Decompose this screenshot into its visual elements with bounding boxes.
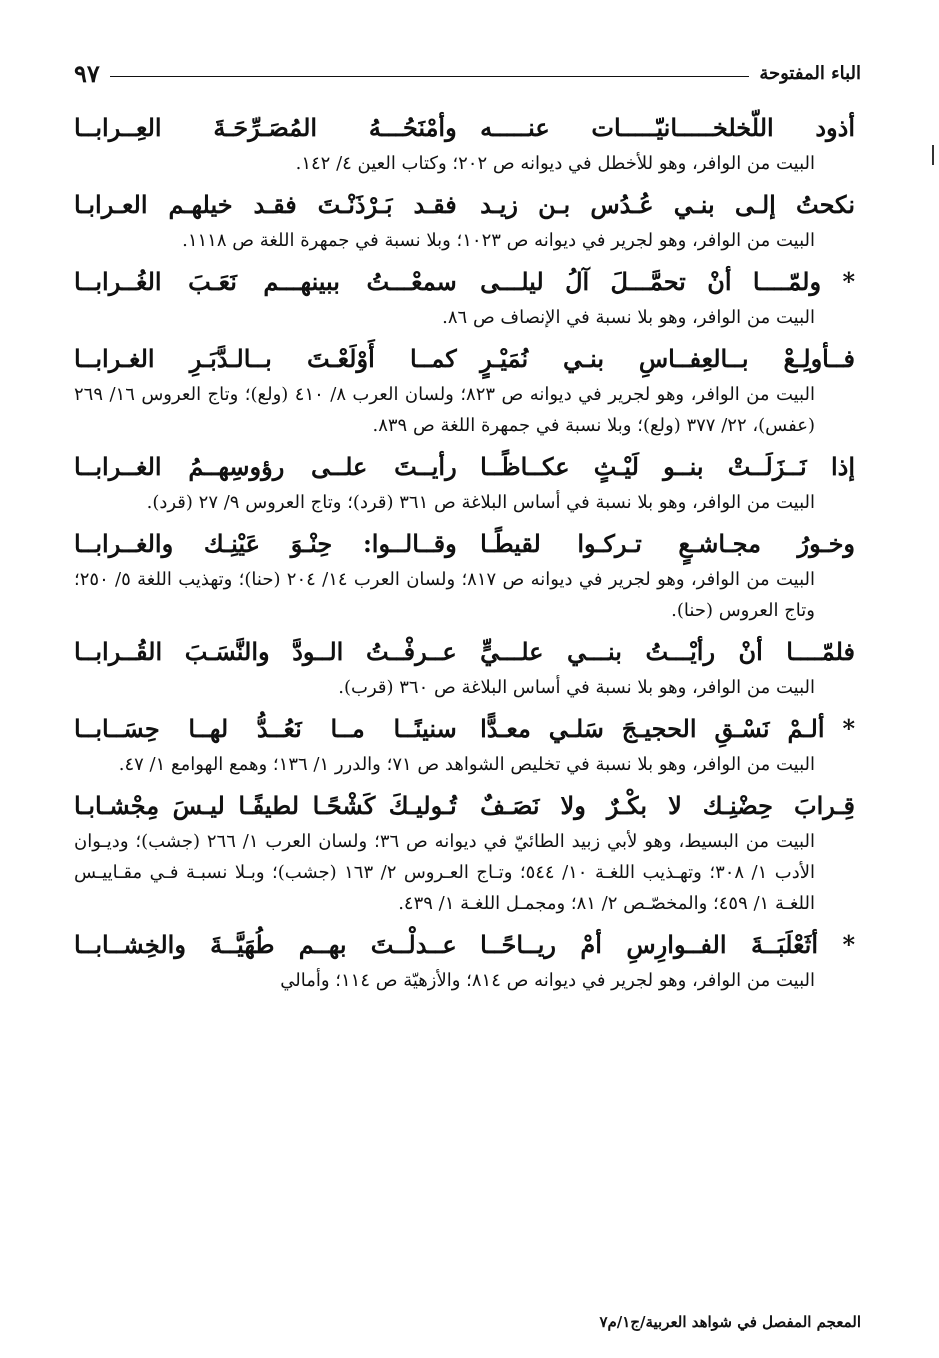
source-note: البيت من الوافر، وهو لجرير في ديوانه ص ٨٢٣؛ ولسان العرب ٨/ ٤١٠ (ولع)؛ وتاج العروس ١٦/ ٢٦٩ (عفس)، ٢٢/ ٣٧٧ (ولع)؛ وبلا نسبة في جمهرة اللغة ص ٨٣٩. [74,384,815,436]
verse-line [74,709,855,749]
margin-mark [932,145,934,165]
second-hemistich: فقـد بَـرْذَنْـتَ فقـد خيلهـم العـرابـا [74,190,457,219]
verse-line [74,339,855,379]
first-hemistich: إذا نَــزَلَــتْ بنــو لَيْـثٍ عكــاظًــا [480,452,855,481]
second-hemistich: كمــا أَوْلَعْـتَ بــالـدَّبَـرِ الغـرابــا [74,344,457,373]
entry-1 [74,108,855,179]
first-hemistich: نكحتُ إلـى بنـي عُـدُس بـن زيـد [480,190,855,219]
verse-line [74,524,855,564]
page-footer: المعجم المفصل في شواهد العربية/ج١/م٧ [599,1313,861,1331]
page-header [74,55,861,91]
first-hemistich: * ألـمْ نَسْـقِ الحجيـجَ سَلـي معـدًّا [480,714,855,743]
first-hemistich: وخـورُ مجـاشـعٍ تـركـوا لقيطًـا [480,529,855,558]
source-note: البيت من الوافر، وهو بلا نسبة في الإنصاف ص ٨٦. [442,307,815,328]
source-note: البيت من الوافر، وهو بلا نسبة في أساس البلاغة ص ٣٦٠ (قرب). [338,677,815,698]
entry-3 [74,262,855,333]
first-hemistich: أذود اللّخلخـــــانيّـــــات عنـــــه [480,113,855,142]
source-note: البيت من الوافر، وهو بلا نسبة في تخليص الشواهد ص ٧١؛ والدرر ١/ ١٣٦؛ وهمع الهوامع ١/ ٤٧. [118,754,815,775]
verse-line [74,925,855,965]
first-hemistich: فــأولِـعْ بــالعِفــاسِ بنـي نُمَيْـرٍ [480,344,855,373]
header-rule [110,76,750,77]
second-hemistich: رأيــتَ علــى رؤوسِهــمُ الغــرابــا [74,452,457,481]
first-hemistich: * أثَعْلَبَــةَ الفــوارِسِ أمْ ريــاحًــا [480,930,855,959]
entry-7 [74,632,855,703]
first-hemistich: قِـرابَ حِضْنِـك لا بكْـرٌ ولا نَصَـفٌ [480,791,855,820]
source-note: البيت من الوافر، وهو للأخطل في ديوانه ص ٢٠٢؛ وكتاب العين ٤/ ١٤٢. [295,153,815,174]
source-note: البيت من الوافر، وهو لجرير في ديوانه ص ٨١٤؛ والأزهيّة ص ١١٤؛ وأمالي [280,970,815,991]
second-hemistich: عــرفْــتُ الــودَّ والنَّسَـبَ القُــرابــا [74,637,457,666]
page-body [74,108,855,1002]
verse-line [74,108,855,148]
entry-5 [74,447,855,518]
entry-2 [74,185,855,256]
entry-6 [74,524,855,626]
page-number: ٩٧ [74,58,100,88]
verse-line [74,632,855,672]
second-hemistich: سنينًــا مــا نَعُــدُّ لهــا حِسَــابــا [74,714,457,743]
entry-8 [74,709,855,780]
entry-9 [74,786,855,919]
source-note: البيت من الوافر، وهو لجرير في ديوانه ص ١٠٢٣؛ وبلا نسبة في جمهرة اللغة ص ١١١٨. [182,230,815,251]
second-hemistich: عــدلْــتَ بهــم طُهَيَّــةَ والخِشــابــا [74,930,457,959]
verse-line [74,185,855,225]
first-hemistich: فلمّــــا أنْ رأيْـــتُ بنـــي علـــيٍّ [480,637,855,666]
second-hemistich: سمعْـــتُ ببينهـــم نَعَـبَ الغُــرابــا [74,267,457,296]
running-title: الباء المفتوحة [759,62,861,84]
source-note: البيت من الوافر، وهو بلا نسبة في أساس البلاغة ص ٣٦١ (قرد)؛ وتاج العروس ٩/ ٢٧ (قرد). [146,492,815,513]
verse-line [74,786,855,826]
source-note: البيت من الوافر، وهو لجرير في ديوانه ص ٨١٧؛ ولسان العرب ١٤/ ٢٠٤ (حنا)؛ وتهذيب اللغة ٥/ ٢٥٠؛ وتاج العروس (حنا). [74,569,815,621]
first-hemistich: * ولمّــــا أنْ تحمَّـــلَ آلُ ليلـــى [480,267,855,296]
entry-10 [74,925,855,996]
verse-line [74,262,855,302]
verse-line [74,447,855,487]
second-hemistich: وأمْنَحُـــهُ المُصَـرِّحَـةَ العِــرابــا [74,113,457,142]
second-hemistich: تُـوليـكَ كَشْحًـا لطيفًـا ليـسَ مِجْشـابـا [74,791,457,820]
source-note: البيت من البسيط، وهو لأبي زبيد الطائيّ في ديوانه ص ٣٦؛ ولسان العرب ١/ ٢٦٦ (جشب)؛ وديـوان الأدب ١/ ٣٠٨؛ وتهـذيب اللغـة ١٠/ ٥٤٤؛ وتـاج العـروس ٢/ ١٦٣ (جشب)؛ وبـلا نسبـة فـي مقـاييـس اللغـة ١/ ٤٥٩؛ والمخصّـص ٢/ ٨١؛ ومجمـل اللغـة ١/ ٤٣٩. [74,831,815,914]
second-hemistich: وقــالــوا: حِنْـوَ عَيْنِـك والغــرابــا [74,529,457,558]
entry-4 [74,339,855,441]
